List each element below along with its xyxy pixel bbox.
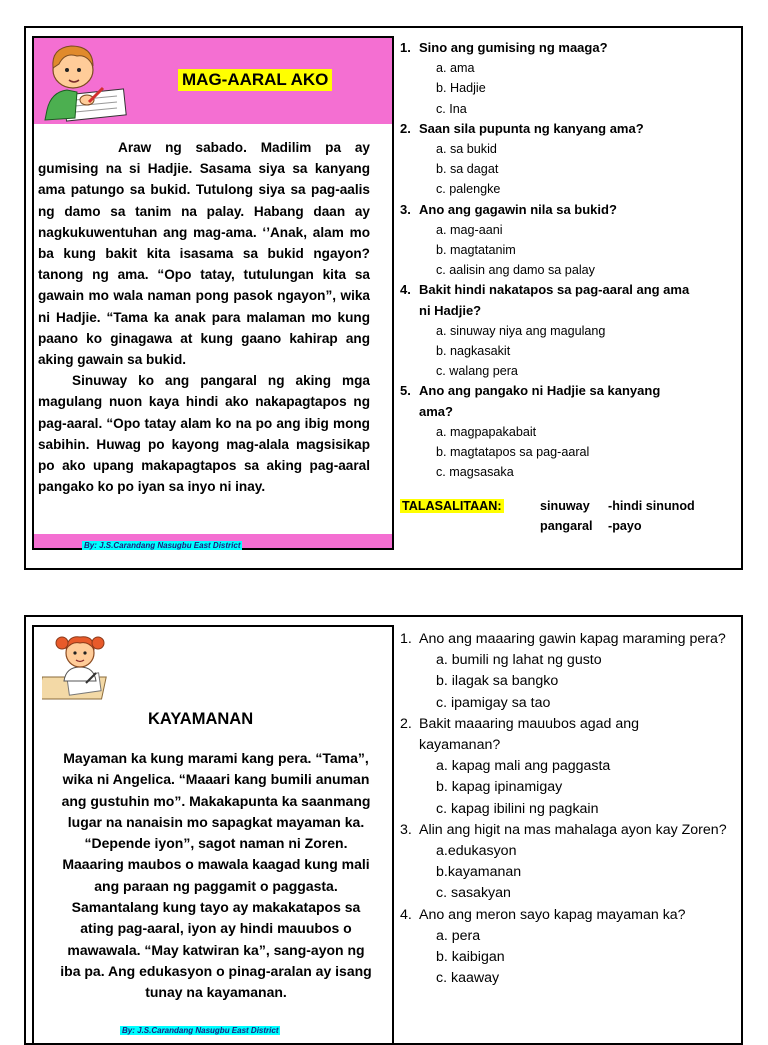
answer-option: a. sinuway niya ang magulang (436, 323, 606, 338)
question-item (400, 280, 736, 381)
answer-option: a. bumili ng lahat ng gusto (436, 652, 602, 669)
vocabulary-word: sinuway (540, 499, 590, 513)
question-number: 2. (400, 715, 412, 732)
question-item (400, 119, 736, 200)
question-text: Ano ang meron sayo kapag mayaman ka? (419, 906, 686, 923)
vocabulary-meaning: -payo (608, 519, 642, 533)
answer-option: a. pera (436, 927, 481, 944)
answer-option: c. walang pera (436, 364, 518, 379)
story-paragraph: Sinuway ko ang pangaral ng aking mga magulang nuon kaya hindi ako nakapagtapos ng pag-aaral. “Opo tatay alam ko na po ang ibig mong sabihin. Huwag po kayong mag-alala magsisikap po ako upang makapagtapos sa aking pag-aaral pangako ko po iyan sa inyo ni inay. (38, 373, 370, 495)
answer-option: c. kaaway (436, 970, 500, 987)
question-text: Bakit maaaring mauubos agad ang kayamanan? (419, 715, 640, 754)
story-panel (32, 625, 394, 1045)
question-item (400, 381, 736, 482)
question-number: 4. (400, 906, 412, 923)
vocabulary-word: pangaral (540, 519, 593, 533)
author-credit: By: J.S.Carandang Nasugbu East District (84, 541, 241, 550)
question-item (400, 629, 738, 714)
answer-option: b.kayamanan (436, 864, 522, 881)
answer-option: c. sasakyan (436, 885, 511, 902)
question-item (400, 200, 736, 281)
question-text: Bakit hindi nakatapos sa pag-aaral ang ama ni Hadjie? (419, 282, 690, 318)
question-text: Ano ang gagawin nila sa bukid? (419, 201, 617, 217)
question-item (400, 38, 736, 119)
answer-option: a. sa bukid (436, 142, 497, 157)
question-item (400, 820, 738, 905)
worksheet-mag-aaral-ako (24, 26, 743, 570)
answer-option: b. sa dagat (436, 162, 499, 177)
question-text: Ano ang pangako ni Hadjie sa kanyang ama? (419, 383, 661, 419)
answer-option: b. magtatapos sa pag-aaral (436, 445, 590, 460)
answer-option: b. magtatanim (436, 243, 516, 258)
question-number: 5. (400, 383, 411, 399)
author-credit: By: J.S.Carandang Nasugbu East District (122, 1026, 279, 1035)
questions-panel (400, 629, 738, 989)
worksheet-kayamanan (24, 615, 743, 1045)
story-text (38, 137, 370, 497)
girl-writing-icon (42, 631, 120, 701)
answer-option: a.edukasyon (436, 843, 517, 860)
vocabulary-entry (540, 499, 695, 513)
answer-option: c. ipamigay sa tao (436, 694, 551, 711)
answer-option: c. palengke (436, 182, 501, 197)
question-number: 1. (400, 40, 411, 55)
answer-option: a. kapag mali ang paggasta (436, 758, 611, 775)
answer-option: c. kapag ibilini ng pagkain (436, 800, 599, 817)
answer-option: c. Ina (436, 101, 467, 116)
question-text: Alin ang higit na mas mahalaga ayon kay Zoren? (419, 821, 727, 838)
answer-option: a. magpapakabait (436, 424, 537, 439)
question-item (400, 905, 738, 990)
story-title: MAG-AARAL AKO (178, 69, 332, 91)
questions-panel (400, 38, 736, 482)
vocabulary-meaning: -hindi sinunod (608, 499, 695, 513)
answer-option: b. kapag ipinamigay (436, 779, 563, 796)
answer-option: b. ilagak sa bangko (436, 673, 559, 690)
question-number: 3. (400, 201, 411, 217)
question-text: Sino ang gumising ng maaga? (419, 40, 608, 55)
question-number: 2. (400, 120, 411, 136)
student-writing-icon (37, 40, 129, 122)
answer-option: c. magsasaka (436, 465, 514, 480)
answer-option: b. kaibigan (436, 949, 505, 966)
story-paragraph: Araw ng sabado. Madilim pa ay gumising na si Hadjie. Sasama siya sa kanyang ama patungo sa bukid. Tutulong siya sa pag-aalis ng damo sa tanim na palay. Habang daan ay nagkukuwentuhan ang mag-ama. ‘’Anak, alam mo ba kung bakit kita isasama sa bukid ngayon? tanong ng ama. “Opo tatay, tutulungan kita sa gawain mo wala naman pong pasok ngayon”, wika ni Hadjie. “Tama ka anak para malaman mo kung paano ko ginagawa at kung gaano kahirap ang aking gawain sa bukid. (38, 140, 370, 368)
answer-option: b. nagkasakit (436, 344, 511, 359)
story-text: Mayaman ka kung marami kang pera. “Tama”, wika ni Angelica. “Maaari kang bumili anuman ang gustuhin mo”. Makakapunta ka saanmang lugar na nanaisin mo sapagkat mayaman ka. “Depende iyon”, sagot naman ni Zoren. Maaaring maubos o mawala kaagad kung mali ang paraan ng paggamit o paggasta. Samantalang kung tayo ay makakatapos sa ating pag-aaral, iyon ay hindi mauubos o mawawala. “May katwiran ka”, sang-ayon ng iba pa. Ang edukasyon o pinag-aralan ay isang tunay na kayamanan. (60, 750, 372, 1001)
question-number: 4. (400, 282, 411, 298)
vocabulary-entry (540, 519, 642, 533)
story-panel (32, 36, 394, 550)
answer-option: c. aalisin ang damo sa palay (436, 263, 595, 278)
answer-option: b. Hadjie (436, 81, 486, 96)
question-number: 3. (400, 821, 412, 838)
question-text: Ano ang maaaring gawin kapag maraming pera? (419, 631, 726, 647)
story-title: KAYAMANAN (148, 710, 254, 728)
answer-option: a. mag-aani (436, 222, 503, 237)
question-item (400, 714, 738, 820)
answer-option: a. ama (436, 61, 475, 76)
vocabulary-label: TALASALITAAN: (402, 499, 502, 513)
question-text: Saan sila pupunta ng kanyang ama? (419, 120, 644, 136)
question-number: 1. (400, 631, 412, 647)
